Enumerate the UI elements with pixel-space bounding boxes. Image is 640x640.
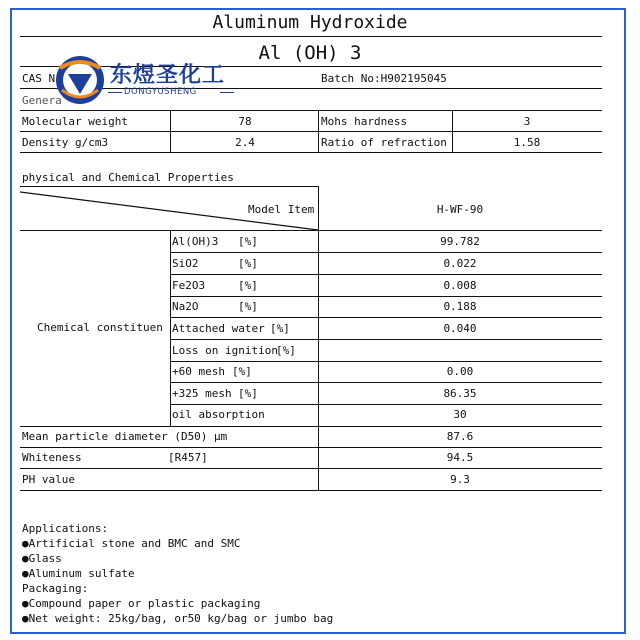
ph-label: PH value	[22, 473, 75, 486]
row-unit: [%]	[238, 387, 258, 400]
row-unit: [%]	[270, 322, 290, 335]
whiteness-label: Whiteness	[22, 451, 82, 464]
row-value: 99.782	[440, 235, 480, 248]
refraction-label: Ratio of refraction	[321, 136, 447, 149]
mohs-hardness-label: Mohs hardness	[321, 115, 408, 128]
row-unit: [%]	[238, 235, 258, 248]
rule	[20, 468, 602, 469]
row-value: 0.188	[443, 300, 477, 313]
rule	[20, 490, 602, 491]
applications-heading: Applications:	[22, 522, 109, 535]
mean-particle-value: 87.6	[446, 430, 474, 443]
density-label: Density g/cm3	[22, 136, 109, 149]
logo-emblem-icon	[52, 52, 108, 108]
molecular-weight-value: 78	[238, 115, 252, 128]
rule	[170, 317, 602, 318]
row-item: Loss on ignition	[172, 344, 278, 357]
row-item: SiO2	[172, 257, 199, 270]
table-header-left: Model Item	[248, 203, 315, 216]
rule	[20, 110, 602, 111]
rule	[170, 252, 602, 253]
ph-value: 9.3	[450, 473, 470, 486]
row-item: oil absorption	[172, 408, 265, 421]
section-title: physical and Chemical Properties	[22, 171, 234, 184]
application-item: ●Artificial stone and BMC and SMC	[22, 537, 241, 550]
row-unit: [%]	[238, 279, 258, 292]
logo-divider	[108, 92, 122, 93]
packaging-item: ●Compound paper or plastic packaging	[22, 597, 261, 610]
row-value: 0.00	[446, 365, 474, 378]
group-label: Chemical constituen	[37, 321, 163, 334]
row-value: 0.008	[443, 279, 477, 292]
row-value: 30	[453, 408, 467, 421]
rule	[170, 404, 602, 405]
rule	[170, 339, 602, 340]
document-title: Aluminum Hydroxide	[212, 12, 408, 33]
logo-english-name: DONGYUSHENG	[124, 87, 197, 97]
row-item: Al(OH)3	[172, 235, 219, 248]
rule	[20, 447, 602, 448]
rule	[170, 296, 602, 297]
molecular-weight-label: Molecular weight	[22, 115, 128, 128]
whiteness-value: 94.5	[446, 451, 474, 464]
rule	[20, 36, 602, 37]
rule	[20, 131, 602, 132]
mean-particle-label: Mean particle diameter (D50) μm	[22, 430, 228, 443]
refraction-value: 1.58	[513, 136, 541, 149]
row-item: +60 mesh	[172, 365, 225, 378]
general-label: Genera	[22, 94, 62, 107]
application-item: ●Glass	[22, 552, 62, 565]
table-header-model: H-WF-90	[436, 203, 484, 216]
rule	[20, 426, 602, 427]
row-item: Na2O	[172, 300, 199, 313]
row-unit: [%]	[232, 365, 252, 378]
row-unit: [%]	[238, 257, 258, 270]
row-value: 0.022	[443, 257, 477, 270]
company-logo	[52, 52, 252, 108]
formula-title: Al (OH) 3	[258, 42, 362, 64]
row-value: 86.35	[443, 387, 477, 400]
cas-label: CAS N	[22, 72, 56, 85]
packaging-item: ●Net weight: 25kg/bag, or50 kg/bag or jumbo bag	[22, 612, 334, 625]
row-unit: [%]	[238, 300, 258, 313]
rule	[170, 274, 602, 275]
row-item: +325 mesh	[172, 387, 232, 400]
row-item: Attached water	[172, 322, 265, 335]
rule	[170, 382, 602, 383]
whiteness-unit: [R457]	[168, 451, 208, 464]
application-item: ●Aluminum sulfate	[22, 567, 135, 580]
row-item: Fe2O3	[172, 279, 206, 292]
logo-chinese-name: 东煜圣化工	[110, 63, 226, 88]
rule	[170, 230, 171, 426]
row-value: 0.040	[443, 322, 477, 335]
rule	[170, 361, 602, 362]
packaging-heading: Packaging:	[22, 582, 89, 595]
logo-divider	[220, 92, 234, 93]
row-unit: [%]	[276, 344, 296, 357]
rule	[20, 230, 602, 231]
batch-number: Batch No:H902195045	[321, 72, 447, 85]
rule	[20, 152, 602, 153]
density-value: 2.4	[235, 136, 255, 149]
mohs-hardness-value: 3	[523, 115, 531, 128]
